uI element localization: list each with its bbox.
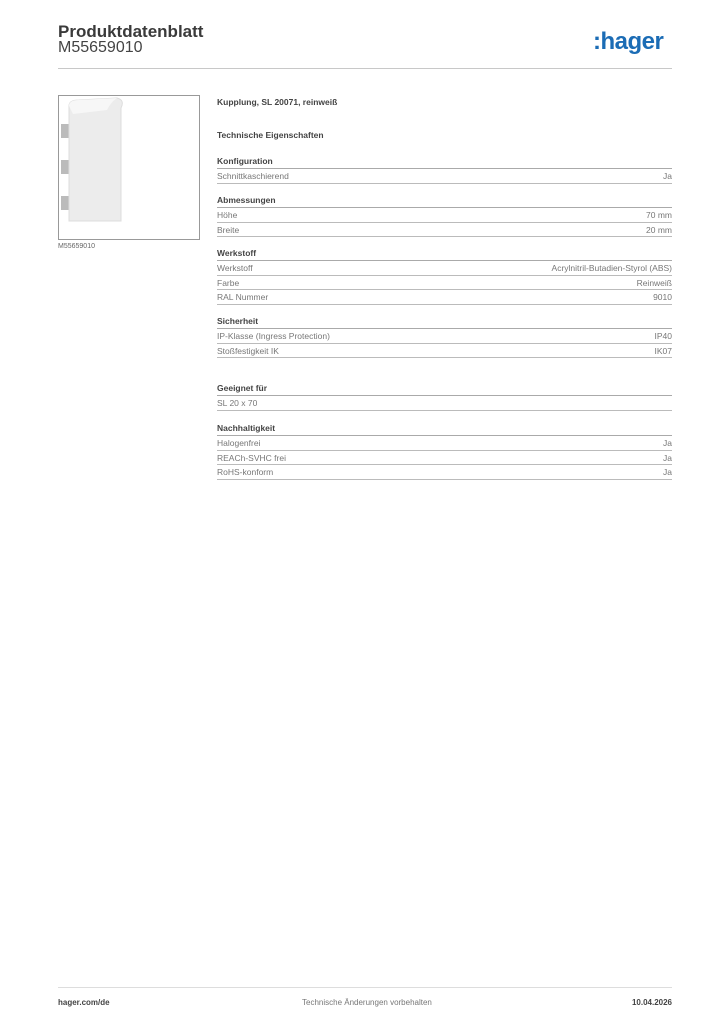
header-divider — [58, 68, 672, 69]
property-value: Ja — [663, 438, 672, 448]
product-title: Kupplung, SL 20071, reinweiß — [217, 97, 338, 107]
property-row — [217, 451, 672, 466]
property-value: 9010 — [653, 292, 672, 302]
section-nachhaltigkeit — [217, 421, 672, 480]
property-name: RoHS-konform — [217, 467, 274, 477]
footer-website: hager.com/de — [58, 998, 110, 1007]
property-name: Stoßfestigkeit IK — [217, 345, 279, 356]
section-werkstoff — [217, 246, 672, 305]
section-heading: Werkstoff — [217, 246, 672, 261]
property-name: Höhe — [217, 210, 238, 220]
property-name: Werkstoff — [217, 263, 253, 273]
section-sicherheit — [217, 314, 672, 358]
property-name: Farbe — [217, 277, 240, 288]
property-row — [217, 261, 672, 276]
property-row — [217, 223, 672, 238]
property-name: IP-Klasse (Ingress Protection) — [217, 331, 330, 341]
property-name: Halogenfrei — [217, 438, 261, 448]
section-heading: Nachhaltigkeit — [217, 421, 672, 436]
section-heading: Sicherheit — [217, 314, 672, 329]
hager-logo: :hager — [593, 28, 664, 55]
section-abmessungen — [217, 193, 672, 237]
property-value: Ja — [663, 452, 672, 463]
section-geeignet-f-r — [217, 381, 672, 411]
property-value: Ja — [663, 467, 672, 477]
property-name: Schnittkaschierend — [217, 171, 289, 181]
property-value: 20 mm — [646, 224, 672, 235]
footer-disclaimer: Technische Änderungen vorbehalten — [302, 998, 432, 1007]
page-title: Produktdatenblatt — [58, 22, 204, 41]
property-row — [217, 169, 672, 184]
property-value: IP40 — [654, 331, 672, 341]
property-row — [217, 208, 672, 223]
footer-divider — [58, 987, 672, 988]
property-name: SL 20 x 70 — [217, 398, 258, 408]
property-name: RAL Nummer — [217, 292, 269, 302]
property-row — [217, 396, 672, 411]
tech-heading: Technische Eigenschaften — [217, 130, 324, 140]
section-konfiguration — [217, 154, 672, 184]
property-value: Reinweiß — [636, 277, 672, 288]
property-row — [217, 465, 672, 480]
property-row — [217, 290, 672, 305]
section-heading: Geeignet für — [217, 381, 672, 396]
property-name: Breite — [217, 224, 240, 235]
property-row — [217, 344, 672, 359]
footer-date: 10.04.2026 — [631, 998, 672, 1007]
image-caption: M55659010 — [58, 243, 95, 250]
section-heading: Konfiguration — [217, 154, 672, 169]
property-row — [217, 436, 672, 451]
property-name: REACh-SVHC frei — [217, 452, 286, 463]
property-row — [217, 329, 672, 344]
property-value: Acrylnitril-Butadien-Styrol (ABS) — [551, 263, 672, 273]
product-image — [58, 95, 200, 240]
product-code: M55659010 — [58, 39, 143, 56]
property-value: 70 mm — [646, 210, 672, 220]
property-row — [217, 276, 672, 291]
property-value: IK07 — [654, 345, 672, 356]
property-value: Ja — [663, 171, 672, 181]
section-heading: Abmessungen — [217, 193, 672, 208]
